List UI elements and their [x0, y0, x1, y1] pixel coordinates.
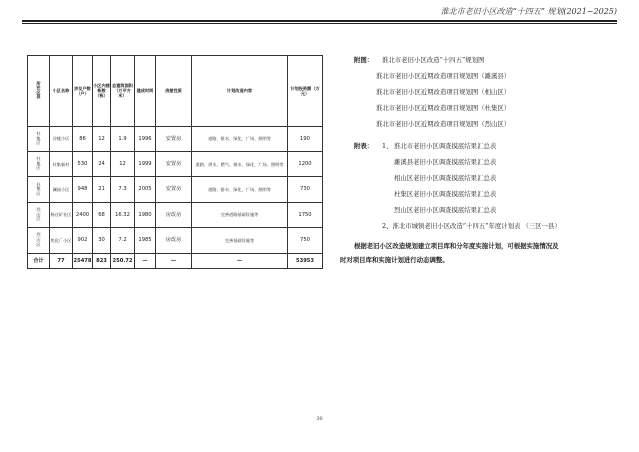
table-header-row	[28, 56, 323, 127]
table-total-row	[28, 253, 323, 269]
cell-name: 澜园小区	[50, 177, 73, 202]
cell-total-area: 250.72	[111, 253, 135, 269]
col-header-investment: 计划投资额（万元）	[288, 56, 323, 127]
cell-total-investment: 53953	[288, 253, 323, 269]
table-row	[28, 202, 323, 227]
col-header-year: 建成时间	[135, 56, 156, 127]
cell-content: 道路、供水、燃气、排水、绿化、广场、照明等	[192, 152, 288, 177]
note-line: 根据老旧小区改造规划建立项目库和分年度实施计划，可根据实施情况及	[354, 242, 559, 250]
cell-year: 1999	[135, 152, 156, 177]
header-rule-thick	[22, 20, 617, 22]
cell-year: 1980	[135, 202, 156, 227]
tables-label: 附表：	[354, 142, 374, 150]
cell-nature: 房改房	[156, 202, 192, 227]
cell-area: 7.3	[111, 177, 135, 202]
cell-year: 1996	[135, 126, 156, 151]
figure-item: 淮北市老旧小区近期改造项目规划图（烈山区）	[376, 120, 511, 128]
cell-total-count: 77	[50, 253, 73, 269]
cell-total-content: —	[192, 253, 288, 269]
table-sub-item: 濉溪县老旧小区调查摸底结果汇总表	[394, 158, 497, 166]
cell-total-label: 合计	[28, 253, 50, 269]
cell-name: 谷楼小区	[50, 126, 73, 151]
cell-content: 完善道路基础设施等	[192, 202, 288, 227]
cell-name: 杜集新村	[50, 152, 73, 177]
cell-year: 2005	[135, 177, 156, 202]
table-item: 淮北市老旧小区调查摸底结果汇总表	[394, 142, 497, 150]
table-item: 2、淮北市城镇老旧小区改造“十四五”年度计划表 （三区一县）	[382, 222, 561, 230]
cell-investment: 190	[288, 126, 323, 151]
cell-name: 焦化厂小区	[50, 228, 73, 253]
table-sub-item: 杜集区老旧小区调查摸底结果汇总表	[394, 190, 497, 198]
table-sub-item: 烈山区老旧小区调查摸底结果汇总表	[394, 206, 497, 214]
renovation-plan-table	[27, 55, 323, 269]
cell-buildings: 24	[93, 152, 111, 177]
col-header-name: 小区名称	[50, 56, 73, 127]
figure-item: 淮北市老旧小区近期改造项目规划图（濉溪县）	[376, 72, 511, 80]
cell-total-year: —	[135, 253, 156, 269]
figure-item: 淮北市老旧小区改造“十四五”规划图	[382, 56, 485, 64]
table-row	[28, 228, 323, 253]
cell-total-buildings: 823	[93, 253, 111, 269]
cell-buildings: 30	[93, 228, 111, 253]
cell-households: 86	[73, 126, 93, 151]
cell-buildings: 21	[93, 177, 111, 202]
cell-total-households: 25478	[73, 253, 93, 269]
cell-buildings: 12	[93, 126, 111, 151]
cell-households: 2400	[73, 202, 93, 227]
header-rule-thin	[22, 23, 617, 24]
cell-area: 12	[111, 152, 135, 177]
page-number: 30	[316, 416, 323, 422]
cell-district: 杜集区	[28, 152, 50, 177]
col-header-households: 涉及户数（户）	[73, 56, 93, 127]
cell-investment: 730	[288, 177, 323, 202]
cell-area: 1.9	[111, 126, 135, 151]
cell-households: 902	[73, 228, 93, 253]
col-header-nature: 房屋性质	[156, 56, 192, 127]
cell-district: 杜集区	[28, 177, 50, 202]
cell-investment: 1200	[288, 152, 323, 177]
header-title: 淮北市老旧小区改造“十四五” 规划(2021~2025)	[440, 7, 617, 16]
cell-content: 道路、排水、绿化、广场、照明等	[192, 126, 288, 151]
col-header-district: 所在区县	[28, 56, 50, 127]
cell-name: 杨庄矿社区	[50, 202, 73, 227]
cell-area: 16.32	[111, 202, 135, 227]
col-header-buildings: 小区内楼栋数（栋）	[93, 56, 111, 127]
table-row	[28, 177, 323, 202]
table-row	[28, 152, 323, 177]
cell-investment: 750	[288, 228, 323, 253]
figure-item: 淮北市老旧小区近期改造项目规划图（相山区）	[376, 88, 511, 96]
table-sub-item: 相山区老旧小区调查摸底结果汇总表	[394, 174, 497, 182]
cell-nature: 安置房	[156, 126, 192, 151]
col-header-content: 计划改造内容	[192, 56, 288, 127]
cell-district: 杜集区	[28, 126, 50, 151]
cell-households: 530	[73, 152, 93, 177]
cell-year: 1985	[135, 228, 156, 253]
cell-nature: 房改房	[156, 228, 192, 253]
note-line: 时对项目库和实施计划进行动态调整。	[340, 256, 449, 264]
cell-total-nature: —	[156, 253, 192, 269]
cell-nature: 安置房	[156, 177, 192, 202]
cell-buildings: 68	[93, 202, 111, 227]
table-row	[28, 126, 323, 151]
cell-district: 烈山区	[28, 202, 50, 227]
cell-investment: 1750	[288, 202, 323, 227]
cell-nature: 安置房	[156, 152, 192, 177]
cell-households: 948	[73, 177, 93, 202]
cell-district: 烈山区	[28, 228, 50, 253]
figures-label: 附图：	[354, 56, 374, 64]
cell-area: 7.2	[111, 228, 135, 253]
cell-content: 完善基础设施等	[192, 228, 288, 253]
cell-content: 道路、排水、绿化、广场、照明等	[192, 177, 288, 202]
col-header-area: 总建筑面积（万平方米）	[111, 56, 135, 127]
table-item-number: 1、	[382, 142, 393, 150]
figure-item: 淮北市老旧小区近期改造项目规划图（杜集区）	[376, 104, 511, 112]
